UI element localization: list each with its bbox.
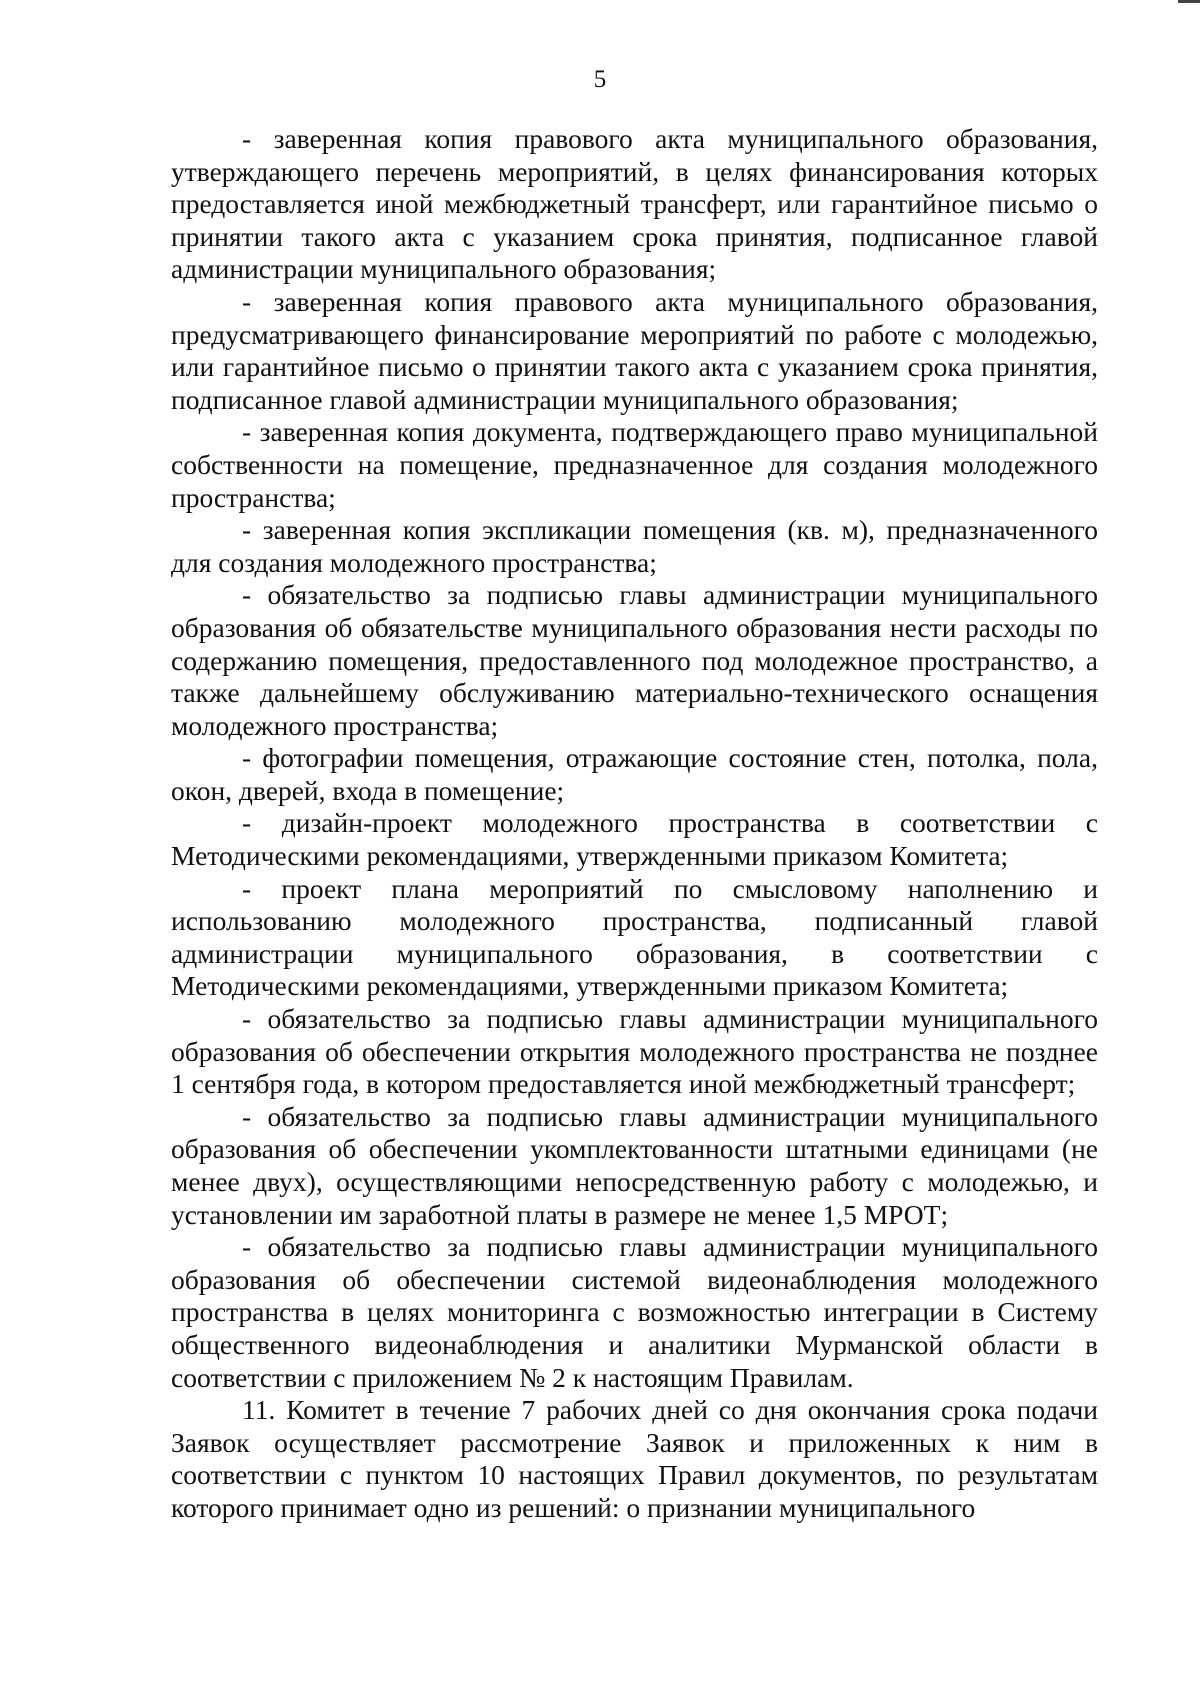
scan-edge-mark xyxy=(1178,0,1200,3)
paragraph-certified-copy-activities-act: - заверенная копия правового акта муниципального образования, утверждающего перечень мероприятий, в целях финансирования которых предоставляется иной межбюджетный трансферт, или гарантийное письмо о принятии такого акта с указанием срока принятия, подписанное главой администрации муниципального образования; xyxy=(171,123,1098,285)
paragraph-premises-photos: - фотографии помещения, отражающие состояние стен, потолка, пола, окон, дверей, входа в помещение; xyxy=(171,742,1098,806)
paragraph-design-project: - дизайн-проект молодежного пространства в соответствии с Методическими рекомендациями, утвержденными приказом Комитета; xyxy=(171,807,1098,872)
paragraph-activities-plan: - проект плана мероприятий по смысловому наполнению и использованию молодежного пространства, подписанный главой администрации муниципального образования, в соответствии с Методическими рекомендациями, утвержденными приказом Комитета; xyxy=(171,872,1098,1002)
paragraph-premises-explication: - заверенная копия экспликации помещения (кв. м), предназначенного для создания молодежного пространства; xyxy=(171,514,1098,578)
document-body xyxy=(171,123,1098,1525)
paragraph-opening-obligation: - обязательство за подписью главы администрации муниципального образования об обеспечении открытия молодежного пространства не позднее 1 сентября года, в котором предоставляется иной межбюджетный трансферт; xyxy=(171,1003,1098,1100)
paragraph-video-surveillance-obligation: - обязательство за подписью главы администрации муниципального образования об обеспечении системой видеонаблюдения молодежного пространства в целях мониторинга с возможностью интеграции в Систему общественного видеонаблюдения и аналитики Мурманской области в соответствии с приложением № 2 к настоящим Правилам. xyxy=(171,1231,1098,1393)
page-number: 5 xyxy=(593,66,607,93)
paragraph-maintenance-obligation: - обязательство за подписью главы администрации муниципального образования об обязательстве муниципального образования нести расходы по содержанию помещения, предоставленного под молодежное пространство, а также дальнейшему обслуживанию материально-технического оснащения молодежного пространства; xyxy=(171,579,1098,741)
paragraph-clause-11: 11. Комитет в течение 7 рабочих дней со дня окончания срока подачи Заявок осуществляет рассмотрение Заявок и приложенных к ним в соответствии с пунктом 10 настоящих Правил документов, по результатам которого принимает одно из решений: о признании муниципального xyxy=(171,1394,1098,1523)
paragraph-certified-copy-youth-funding-act: - заверенная копия правового акта муниципального образования, предусматривающего финансирование мероприятий по работе с молодежью, или гарантийное письмо о принятии такого акта с указанием срока принятия, подписанное главой администрации муниципального образования; xyxy=(171,285,1098,415)
paragraph-staffing-obligation: - обязательство за подписью главы администрации муниципального образования об обеспечении укомплектованности штатными единицами (не менее двух), осуществляющими непосредственную работу с молодежью, и установлении им заработной платы в размере не менее 1,5 МРОТ; xyxy=(171,1100,1098,1230)
paragraph-ownership-document: - заверенная копия документа, подтверждающего право муниципальной собственности на помещение, предназначенное для создания молодежного пространства; xyxy=(171,416,1098,513)
